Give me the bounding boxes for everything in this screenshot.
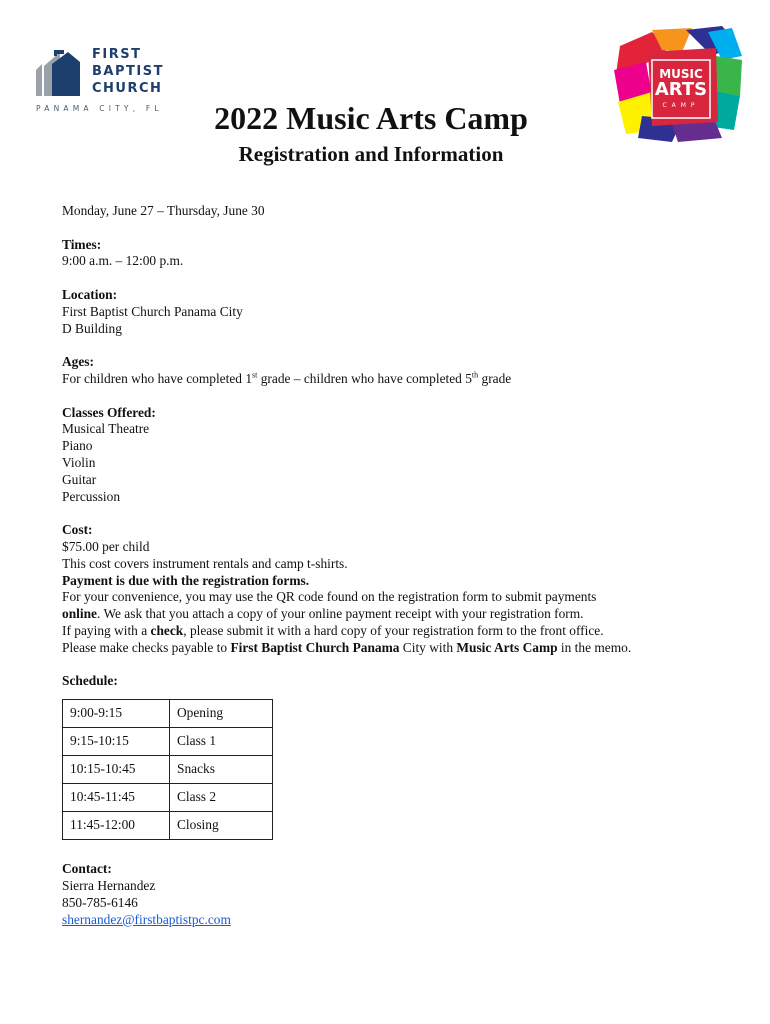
camp-logo-camp: CAMP xyxy=(662,102,700,109)
classes-label: Classes Offered: xyxy=(62,404,156,420)
contact-phone: 850-785-6146 xyxy=(62,894,138,910)
contact-name: Sierra Hernandez xyxy=(62,877,156,893)
logo-city: PANAMA CITY, FL xyxy=(36,104,163,113)
camp-dates: Monday, June 27 – Thursday, June 30 xyxy=(62,203,265,218)
page-subtitle: Registration and Information xyxy=(238,142,504,166)
table-row xyxy=(63,756,273,784)
schedule-activity: Closing xyxy=(170,812,273,840)
logo-word-baptist: BAPTIST xyxy=(92,64,164,79)
payment-payable: Please make checks payable to First Baptist Church Panama City with Music Arts Camp in the memo. xyxy=(62,639,632,655)
logo-word-church: CHURCH xyxy=(92,81,163,96)
class-item: Guitar xyxy=(62,471,97,487)
payment-check: If paying with a check, please submit it with a hard copy of your registration form to the front office. xyxy=(62,622,604,638)
cost-covers: This cost covers instrument rentals and camp t-shirts. xyxy=(62,555,348,571)
location-line-2: D Building xyxy=(62,320,122,336)
class-item: Piano xyxy=(62,438,93,454)
schedule-activity: Class 2 xyxy=(170,784,273,812)
table-row xyxy=(63,812,273,840)
location-label: Location: xyxy=(62,286,118,302)
schedule-time: 11:45-12:00 xyxy=(63,812,170,840)
page-title: 2022 Music Arts Camp xyxy=(214,100,528,136)
ages-value: For children who have completed 1st grade – children who have completed 5th grade xyxy=(62,370,512,386)
schedule-label: Schedule: xyxy=(62,673,118,689)
times-value: 9:00 a.m. – 12:00 p.m. xyxy=(62,253,184,269)
schedule-table xyxy=(62,699,273,840)
table-row xyxy=(63,700,273,728)
times-label: Times: xyxy=(62,236,102,252)
schedule-time: 10:45-11:45 xyxy=(63,784,170,812)
document-body xyxy=(62,203,742,928)
payment-due: Payment is due with the registration forms. xyxy=(62,572,310,588)
class-item: Violin xyxy=(62,454,96,470)
schedule-time: 9:00-9:15 xyxy=(63,700,170,728)
contact-label: Contact: xyxy=(62,861,112,877)
payment-online: For your convenience, you may use the QR code found on the registration form to submit payments online. We ask that you attach a copy of your online payment receipt with your registration form. xyxy=(62,589,597,622)
schedule-activity: Snacks xyxy=(170,756,273,784)
camp-logo-music: MUSIC xyxy=(659,67,703,81)
class-item: Percussion xyxy=(62,488,121,504)
cost-price: $75.00 per child xyxy=(62,538,150,554)
contact-email-link[interactable]: shernandez@firstbaptistpc.com xyxy=(62,911,231,927)
schedule-time: 9:15-10:15 xyxy=(63,728,170,756)
class-item: Musical Theatre xyxy=(62,421,150,437)
schedule-activity: Opening xyxy=(170,700,273,728)
schedule-time: 10:15-10:45 xyxy=(63,756,170,784)
table-row xyxy=(63,728,273,756)
ages-label: Ages: xyxy=(62,354,94,370)
logo-word-first: FIRST xyxy=(92,47,142,62)
cost-label: Cost: xyxy=(62,522,93,538)
schedule-activity: Class 1 xyxy=(170,728,273,756)
church-building-icon xyxy=(34,48,86,100)
location-line-1: First Baptist Church Panama City xyxy=(62,303,243,319)
table-row xyxy=(63,784,273,812)
camp-logo-arts: ARTS xyxy=(654,79,708,100)
